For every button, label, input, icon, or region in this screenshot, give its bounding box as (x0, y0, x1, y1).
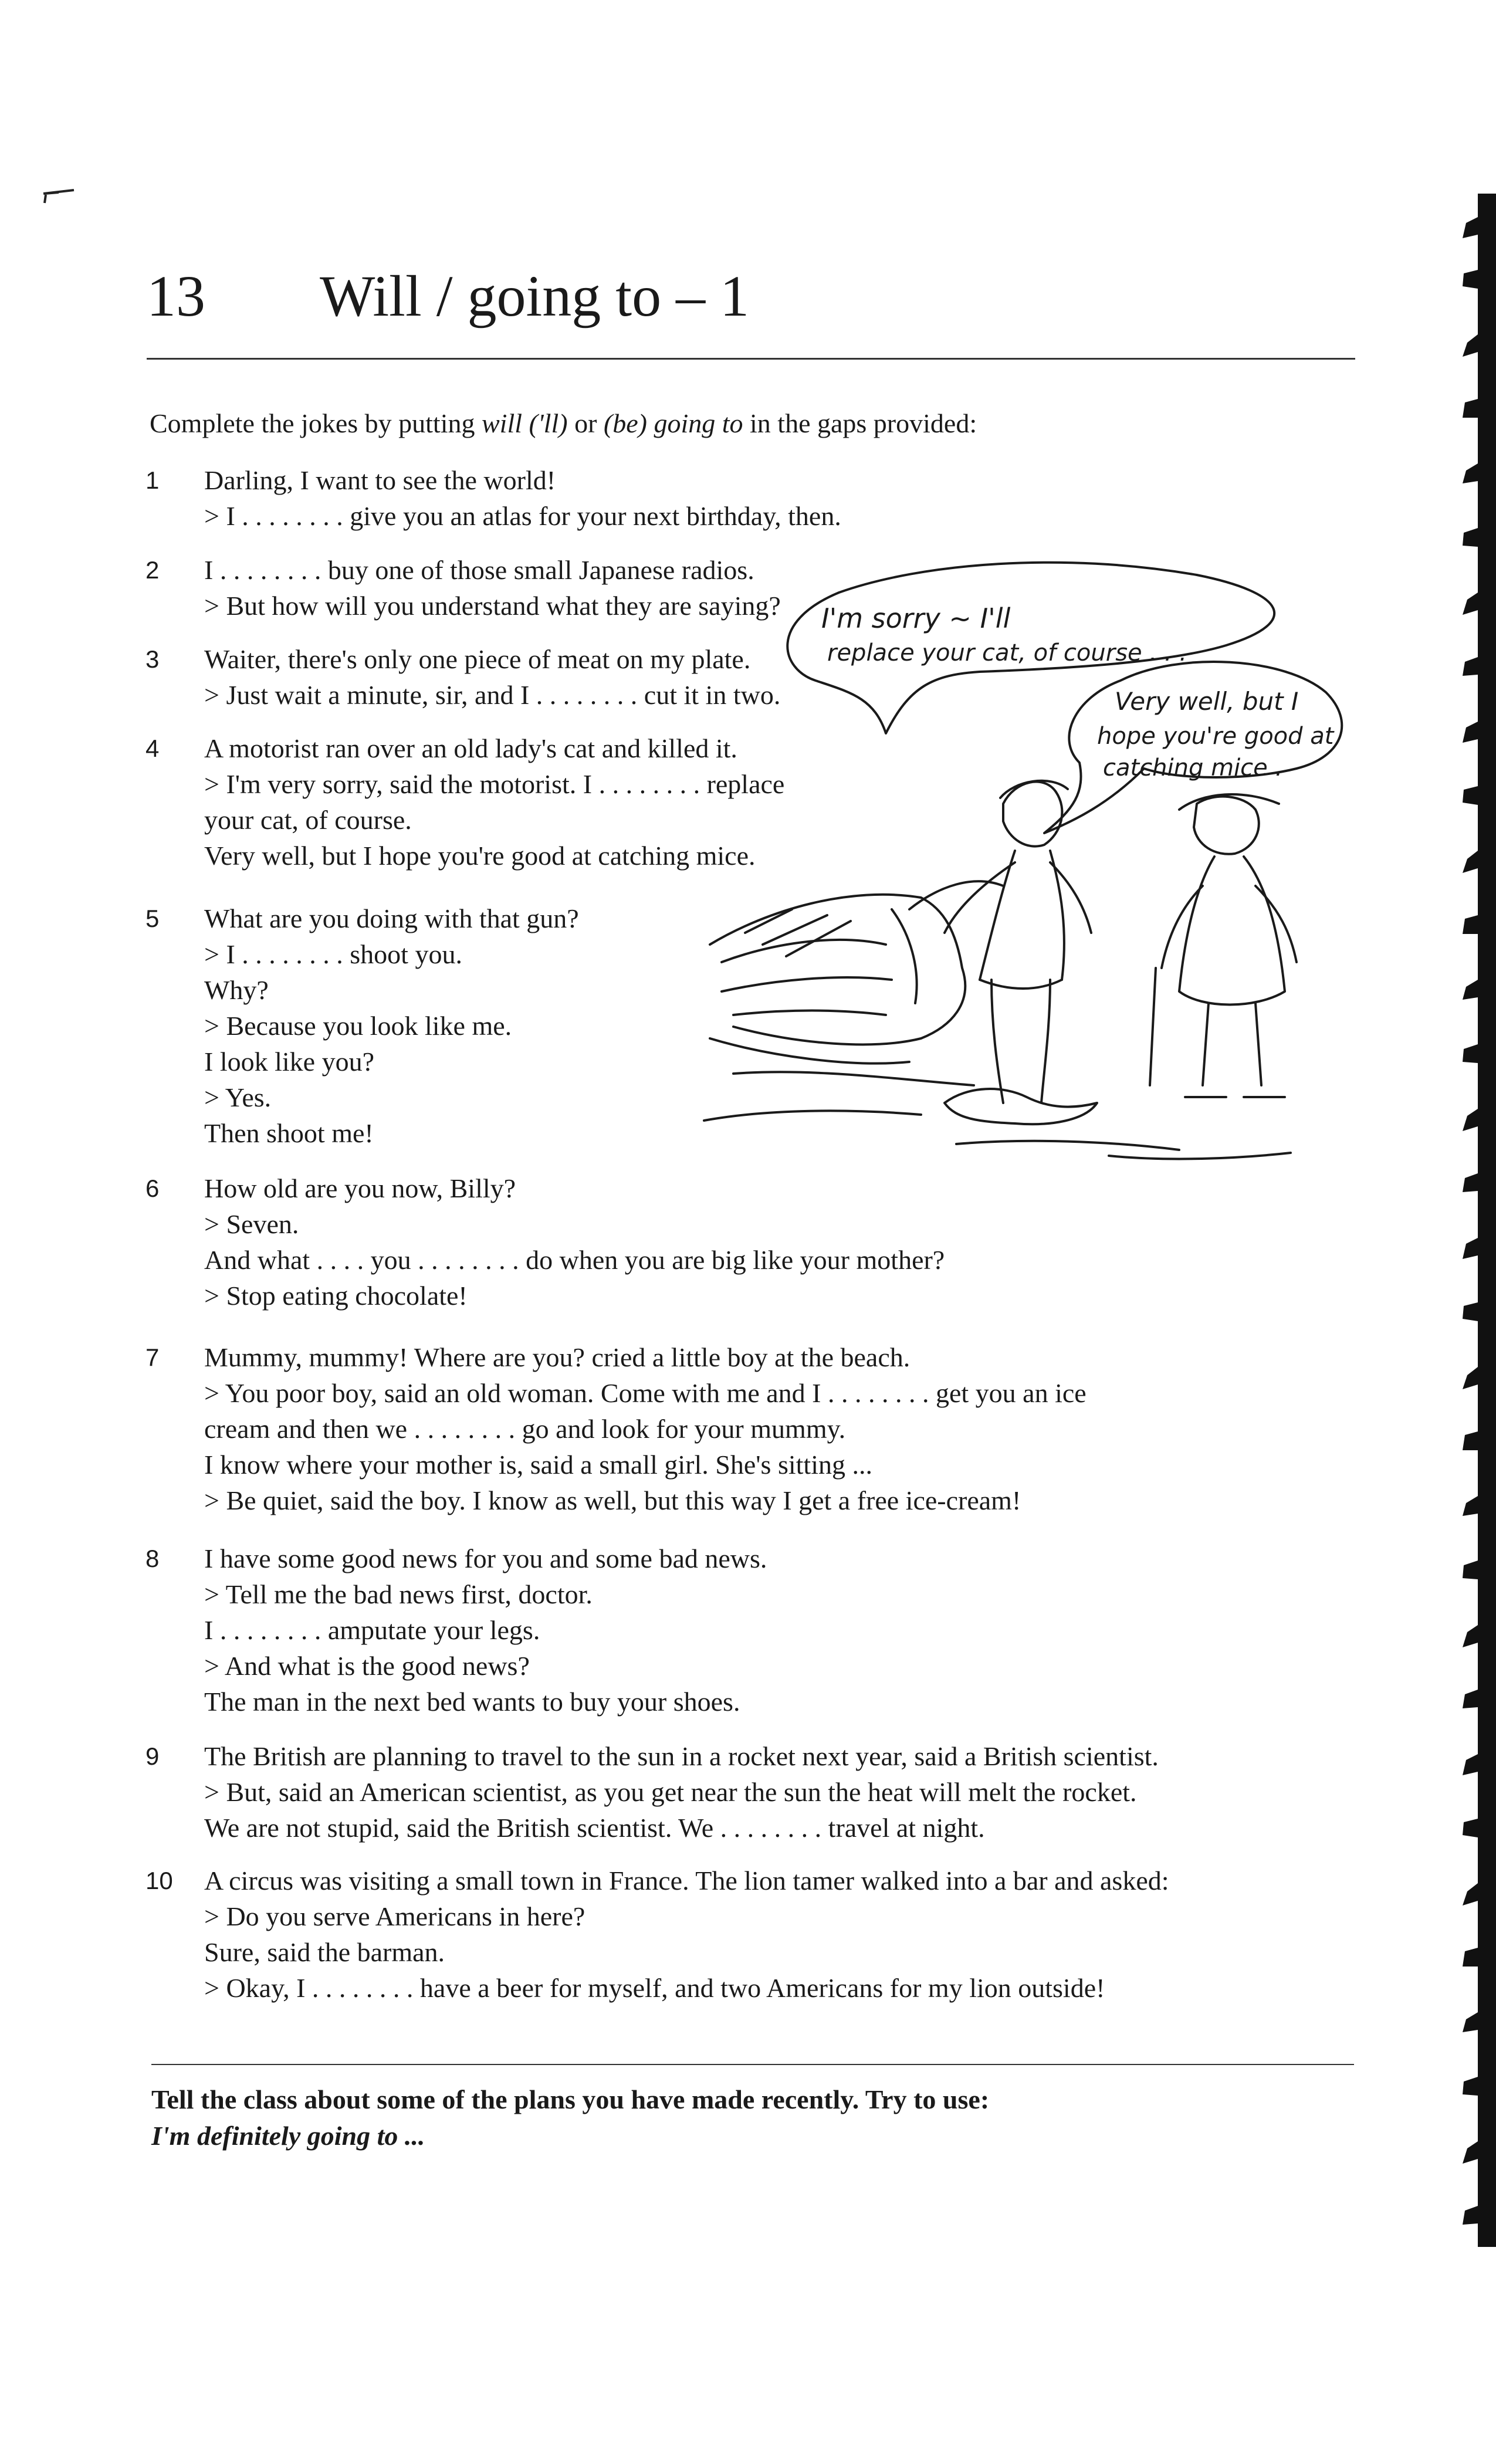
joke-line: > Just wait a minute, sir, and I . . . . . . . . cut it in two. (204, 680, 781, 710)
joke-line: > You poor boy, said an old woman. Come with me and I . . . . . . . . get you an ice (204, 1378, 1087, 1408)
joke-line: > Because you look like me. (204, 1011, 512, 1041)
joke-line: I . . . . . . . . buy one of those small Japanese radios. (204, 555, 754, 585)
speaking-task-prompt: I'm definitely going to ... (151, 2121, 425, 2151)
speaking-task (151, 2081, 989, 2154)
motorist-figure (1003, 782, 1062, 847)
joke-line: your cat, of course. (204, 805, 412, 835)
joke-line: > Be quiet, said the boy. I know as well, but this way I get a free ice-cream! (204, 1485, 1021, 1515)
cartoon-illustration (698, 557, 1373, 1238)
joke-number: 2 (145, 556, 160, 584)
speaking-task-instruction: Tell the class about some of the plans you have made recently. Try to use: (151, 2084, 990, 2114)
joke-line: > Okay, I . . . . . . . . have a beer for myself, and two Americans for my lion outside! (204, 1973, 1105, 2003)
joke-line: > I . . . . . . . . give you an atlas for your next birthday, then. (204, 501, 841, 531)
car-drawing (710, 895, 965, 1045)
joke-line: > Yes. (204, 1082, 272, 1112)
joke-line: Waiter, there's only one piece of meat on my plate. (204, 644, 751, 674)
instruction-term-will: will ('ll) (482, 408, 568, 438)
instruction-suffix: in the gaps provided: (743, 408, 977, 438)
joke-line: cream and then we . . . . . . . . go and look for your mummy. (204, 1414, 846, 1444)
joke-line: Mummy, mummy! Where are you? cried a little boy at the beach. (204, 1342, 911, 1372)
joke-number: 10 (145, 1867, 173, 1894)
joke-number: 3 (145, 645, 160, 673)
joke-line: > Do you serve Americans in here? (204, 1901, 585, 1931)
joke-number: 9 (145, 1742, 160, 1770)
joke-line: Very well, but I hope you're good at catching mice. (204, 841, 756, 871)
joke-line: > But how will you understand what they are saying? (204, 591, 781, 621)
joke-line: What are you doing with that gun? (204, 903, 579, 933)
instruction-prefix: Complete the jokes by putting (150, 408, 482, 438)
bubble-lady-line-1: Very well, but I (1115, 687, 1299, 716)
joke-line: > I . . . . . . . . shoot you. (204, 939, 462, 969)
unit-number: 13 (147, 263, 205, 329)
bubble-lady-line-2: hope you're good at (1097, 723, 1334, 750)
joke-line: A motorist ran over an old lady's cat and killed it. (204, 733, 737, 763)
joke-number: 4 (145, 735, 160, 762)
instruction-term-going-to: (be) going to (603, 408, 743, 438)
joke-number: 6 (145, 1175, 160, 1202)
joke-line: I look like you? (204, 1047, 374, 1077)
joke-line: Darling, I want to see the world! (204, 465, 556, 495)
joke-line: The man in the next bed wants to buy your shoes. (204, 1687, 740, 1717)
joke-number: 7 (145, 1343, 160, 1371)
joke-line: Sure, said the barman. (204, 1937, 445, 1967)
joke-line: Then shoot me! (204, 1118, 374, 1148)
joke-line: I know where your mother is, said a small girl. She's sitting ... (204, 1450, 872, 1480)
joke-number: 1 (145, 466, 160, 494)
joke-line: I have some good news for you and some bad news. (204, 1544, 767, 1573)
unit-title: Will / going to – 1 (320, 263, 750, 329)
bubble-motorist-line-1: I'm sorry ~ I'll (821, 603, 1011, 634)
joke-line: > But, said an American scientist, as you get near the sun the heat will melt the rocket. (204, 1777, 1137, 1807)
joke-line: > I'm very sorry, said the motorist. I . . . . . . . . replace (204, 769, 785, 799)
joke-line: How old are you now, Billy? (204, 1173, 516, 1203)
joke-line: > Seven. (204, 1209, 299, 1239)
joke-line: We are not stupid, said the British scientist. We . . . . . . . . travel at night. (204, 1813, 985, 1843)
joke-number: 5 (145, 905, 160, 932)
instruction-middle: or (567, 408, 604, 438)
joke-line: > Tell me the bad news first, doctor. (204, 1579, 593, 1609)
joke-line: Why? (204, 975, 269, 1005)
joke-line: > And what is the good news? (204, 1651, 530, 1681)
closing-divider (151, 2064, 1354, 2065)
old-lady-figure (1194, 797, 1259, 854)
joke-line: The British are planning to travel to the sun in a rocket next year, said a British scientist. (204, 1741, 1159, 1771)
joke-line: And what . . . . you . . . . . . . . do when you are big like your mother? (204, 1245, 945, 1275)
joke-line: I . . . . . . . . amputate your legs. (204, 1615, 540, 1645)
bubble-lady-line-3: catching mice . (1103, 754, 1283, 781)
joke-line: A circus was visiting a small town in France. The lion tamer walked into a bar and asked: (204, 1866, 1169, 1896)
cat-figure (945, 1089, 1097, 1124)
joke-line: > Stop eating chocolate! (204, 1281, 468, 1311)
bubble-motorist-line-2: replace your cat, of course . . . (827, 639, 1187, 666)
joke-number: 8 (145, 1545, 160, 1572)
